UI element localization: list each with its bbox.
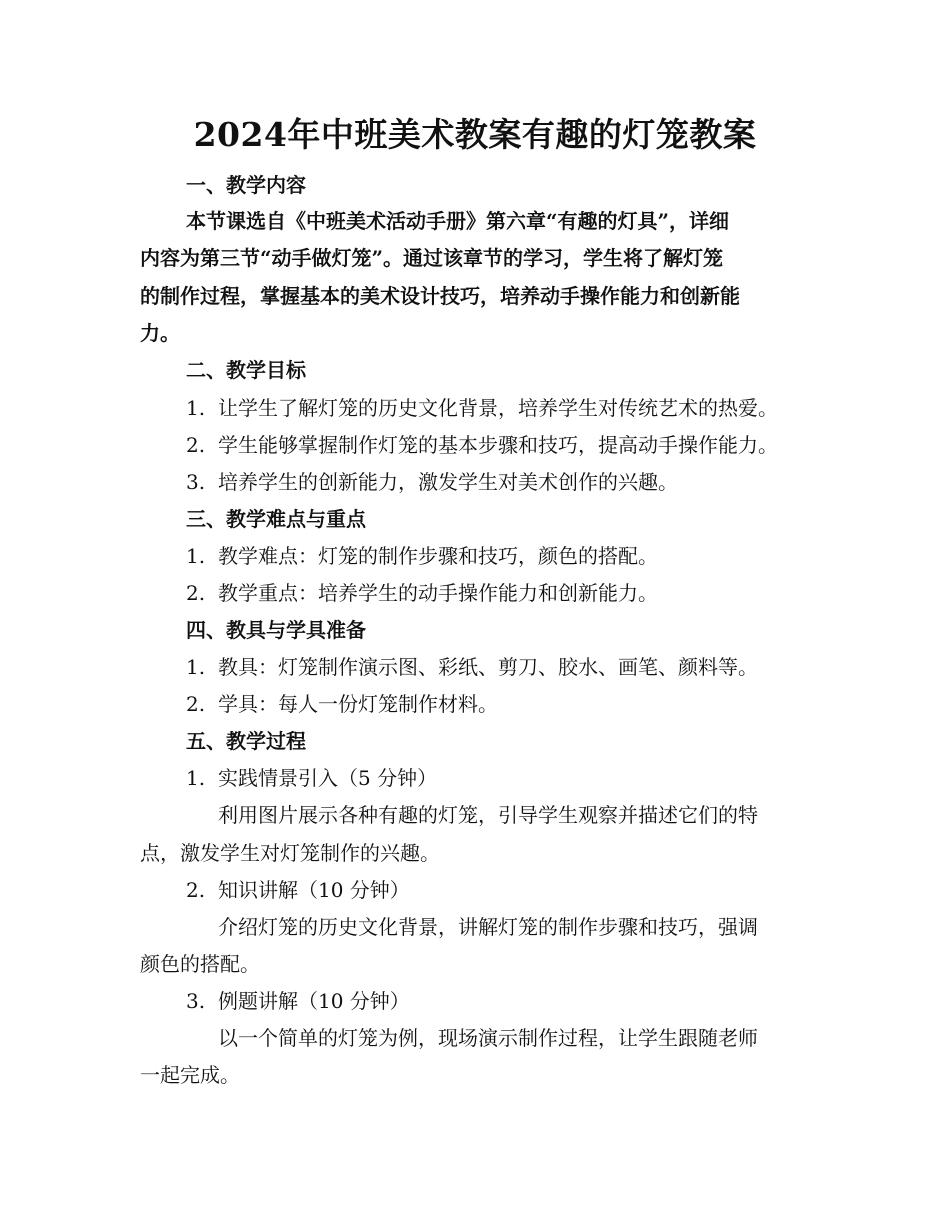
- paragraph-line: 力。: [140, 321, 180, 345]
- list-item-text: 教具：灯笼制作演示图、彩纸、剪刀、胶水、画笔、颜料等。: [218, 655, 758, 679]
- section-heading-difficulties: 三、教学难点与重点: [186, 507, 366, 531]
- section-heading-materials: 四、教具与学具准备: [186, 618, 366, 642]
- step-label-text: 例题讲解（10 分钟）: [218, 989, 410, 1013]
- list-item-number: 1.: [186, 396, 206, 420]
- step-description-line: 一起完成。: [140, 1063, 240, 1087]
- step-label: [186, 763, 437, 793]
- list-item-text: 学具：每人一份灯笼制作材料。: [218, 692, 498, 716]
- step-label: [186, 986, 410, 1016]
- list-item: [186, 578, 658, 608]
- list-item-text: 培养学生的创新能力，激发学生对美术创作的兴趣。: [218, 470, 678, 494]
- step-description-line: 以一个简单的灯笼为例，现场演示制作过程，让学生跟随老师: [218, 1026, 758, 1050]
- section-heading-content: 一、教学内容: [186, 173, 306, 197]
- list-item: [186, 430, 778, 460]
- list-item-number: 2.: [186, 581, 206, 605]
- section-heading-objectives: 二、教学目标: [186, 358, 306, 382]
- list-item-text: 学生能够掌握制作灯笼的基本步骤和技巧，提高动手操作能力。: [218, 433, 778, 457]
- paragraph-line: 的制作过程，掌握基本的美术设计技巧，培养动手操作能力和创新能: [140, 284, 740, 308]
- step-description-line: 颜色的搭配。: [140, 952, 260, 976]
- step-label: [186, 875, 410, 905]
- document-title: 2024年中班美术教案有趣的灯笼教案: [193, 115, 757, 154]
- list-item: [186, 652, 758, 682]
- step-number: 2.: [186, 878, 206, 902]
- step-label-text: 实践情景引入（5 分钟）: [218, 766, 438, 790]
- list-item: [186, 393, 778, 423]
- section-heading-process: 五、教学过程: [186, 729, 306, 753]
- step-description-line: 利用图片展示各种有趣的灯笼，引导学生观察并描述它们的特: [218, 803, 758, 827]
- list-item: [186, 689, 498, 719]
- list-item: [186, 467, 678, 497]
- paragraph-line: 本节课选自《中班美术活动手册》第六章“有趣的灯具”，详细: [186, 209, 730, 233]
- list-item-number: 2.: [186, 433, 206, 457]
- paragraph-line: 内容为第三节“动手做灯笼”。通过该章节的学习，学生将了解灯笼: [140, 246, 724, 270]
- step-number: 1.: [186, 766, 206, 790]
- step-description-line: 点，激发学生对灯笼制作的兴趣。: [140, 841, 440, 865]
- list-item-number: 1.: [186, 544, 206, 568]
- list-item-text: 让学生了解灯笼的历史文化背景，培养学生对传统艺术的热爱。: [218, 396, 778, 420]
- step-label-text: 知识讲解（10 分钟）: [218, 878, 410, 902]
- list-item-number: 2.: [186, 692, 206, 716]
- step-description-line: 介绍灯笼的历史文化背景，讲解灯笼的制作步骤和技巧，强调: [218, 915, 758, 939]
- list-item-number: 3.: [186, 470, 206, 494]
- list-item-number: 1.: [186, 655, 206, 679]
- list-item: [186, 541, 658, 571]
- list-item-text: 教学难点：灯笼的制作步骤和技巧，颜色的搭配。: [218, 544, 658, 568]
- list-item-text: 教学重点：培养学生的动手操作能力和创新能力。: [218, 581, 658, 605]
- step-number: 3.: [186, 989, 206, 1013]
